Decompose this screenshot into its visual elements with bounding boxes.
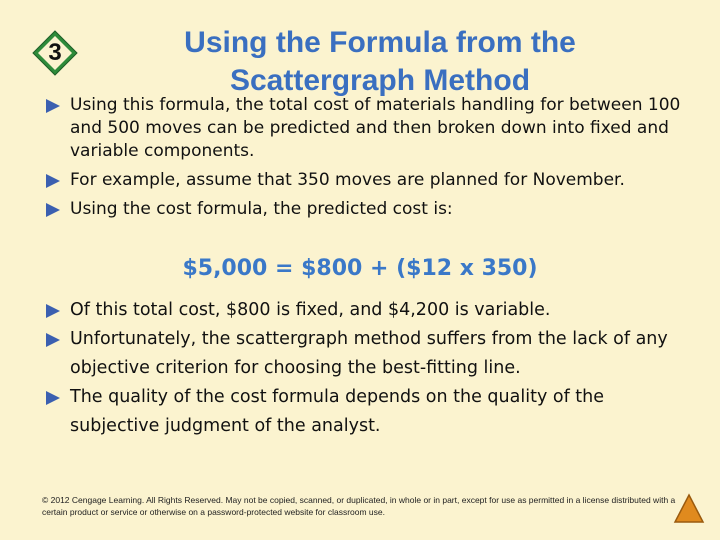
bullet-item: [46, 383, 694, 441]
slide-title: [120, 24, 640, 100]
bullet-text: Of this total cost, $800 is fixed, and $4,200 is variable.: [70, 300, 551, 320]
right-triangle-arrow-icon: [46, 304, 60, 318]
bullet-text: For example, assume that 350 moves are planned for November.: [70, 170, 625, 190]
bullet-list-top: [46, 94, 694, 227]
bullet-text: Using the cost formula, the predicted cost is:: [70, 199, 453, 219]
copyright-notice: © 2012 Cengage Learning. All Rights Reserved. May not be copied, scanned, or duplicated, in whole or in part, except for use as permitted in a license distributed with a certain product or service or otherwise on a password-protected website for classroom use.: [42, 495, 676, 517]
right-triangle-arrow-icon: [46, 99, 60, 113]
bullet-text: Using this formula, the total cost of materials handling for between 100 and 500 moves can be predicted and then broken down into fixed and variable components.: [70, 95, 681, 161]
bullet-item: [46, 94, 694, 163]
cost-formula: $5,000 = $800 + ($12 x 350): [182, 256, 538, 281]
bullet-item: [46, 169, 694, 192]
right-triangle-arrow-icon: [46, 203, 60, 217]
badge-number: 3: [48, 39, 62, 66]
bullet-text: The quality of the cost formula depends on the quality of the subjective judgment of the analyst.: [70, 387, 605, 436]
bullet-item: [46, 198, 694, 221]
green-diamond-icon: [32, 30, 78, 76]
bullet-item: [46, 296, 694, 325]
orange-triangle-icon: [672, 492, 706, 526]
bullet-text: Unfortunately, the scattergraph method suffers from the lack of any objective criterion for choosing the best-fitting line.: [70, 329, 668, 378]
title-line-2: Scattergraph Method: [229, 64, 531, 97]
right-triangle-arrow-icon: [46, 174, 60, 188]
right-triangle-arrow-icon: [46, 391, 60, 405]
bullet-item: [46, 325, 694, 383]
title-line-1: Using the Formula from the: [184, 26, 576, 59]
bullet-list-bottom: [46, 296, 694, 441]
right-triangle-arrow-icon: [46, 333, 60, 347]
